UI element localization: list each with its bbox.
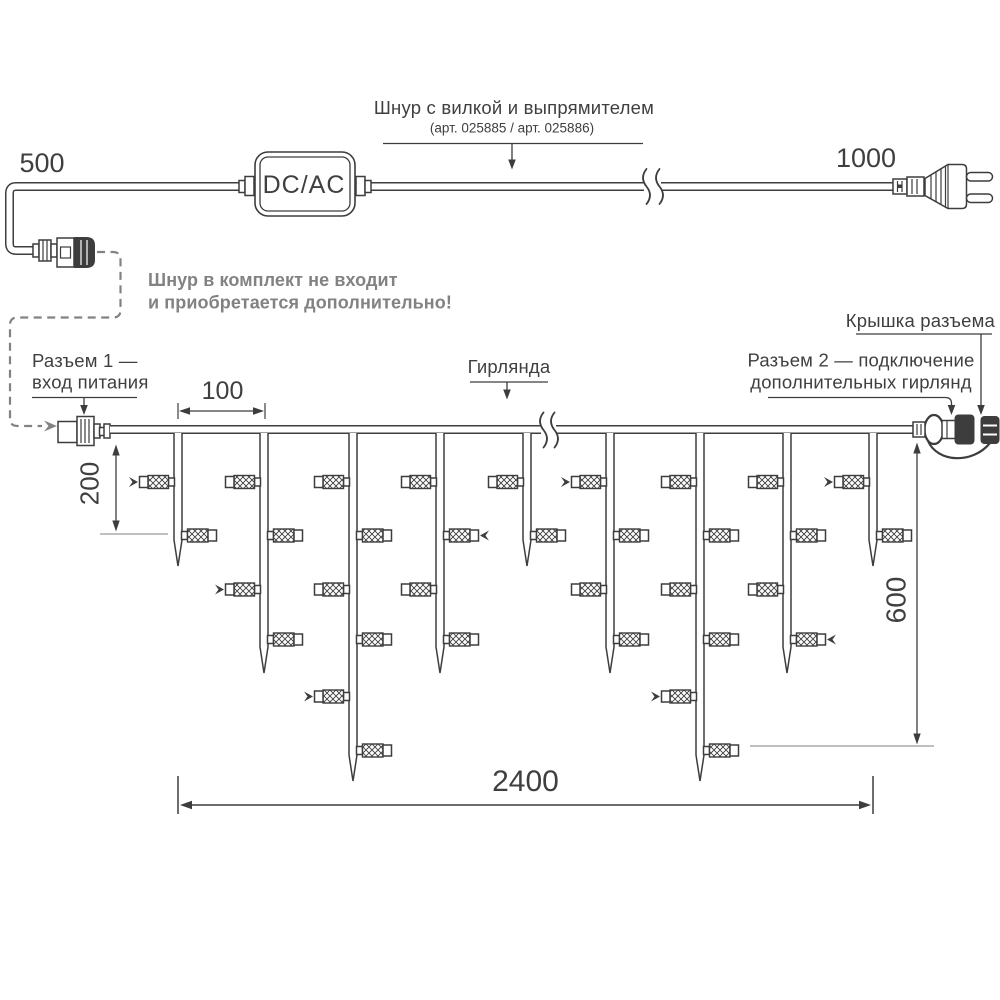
lamp-socket bbox=[255, 478, 261, 486]
lamp-cap bbox=[383, 530, 392, 541]
lamp-socket bbox=[255, 586, 261, 594]
connector1-label-line1: Разъем 1 — bbox=[32, 350, 138, 371]
lamp-bulb bbox=[710, 529, 731, 542]
connector2-label-line1: Разъем 2 — подключение bbox=[747, 349, 975, 371]
lamp-socket bbox=[691, 586, 697, 594]
lamp-bulb bbox=[234, 583, 255, 596]
garland-label: Гирлянда bbox=[467, 356, 551, 377]
lamp-direction-arrow-icon bbox=[215, 585, 224, 595]
lamp-cap bbox=[572, 477, 581, 488]
lamp-cap bbox=[226, 477, 235, 488]
lamp-bulb bbox=[274, 633, 295, 646]
dashed-arrow-icon bbox=[44, 421, 57, 432]
garland-break-icon bbox=[540, 413, 558, 448]
lamp-cap bbox=[835, 477, 844, 488]
lamp-bulb bbox=[620, 633, 641, 646]
lamp-socket bbox=[344, 586, 350, 594]
lamp-socket bbox=[778, 586, 784, 594]
lamp-bulb bbox=[670, 476, 691, 489]
lamp-socket bbox=[864, 478, 870, 486]
lamp-direction-arrow-icon bbox=[480, 531, 489, 541]
dim-2400 bbox=[178, 765, 873, 814]
dim-100 bbox=[178, 377, 265, 419]
lamp-bulb bbox=[450, 529, 471, 542]
lamp-bulb bbox=[410, 583, 431, 596]
connector2-plug bbox=[955, 415, 975, 445]
dcac-label: DC/AC bbox=[262, 171, 346, 199]
lamp-socket bbox=[357, 636, 363, 644]
lamp-bulb bbox=[450, 633, 471, 646]
lamp-bulb bbox=[883, 529, 904, 542]
connector1-pointer bbox=[32, 398, 137, 416]
lamp-cap bbox=[383, 634, 392, 645]
lamp-socket bbox=[614, 532, 620, 540]
lamp-direction-arrow-icon bbox=[824, 477, 833, 487]
lamp-socket bbox=[357, 532, 363, 540]
lamp-bulb bbox=[274, 529, 295, 542]
plug-prong-icon bbox=[967, 194, 993, 203]
garland-drop bbox=[523, 433, 531, 566]
lamp-socket bbox=[704, 532, 710, 540]
cord-articles: (арт. 025885 / арт. 025886) bbox=[429, 120, 595, 136]
connector2-group bbox=[913, 415, 1000, 459]
lamp-cap bbox=[817, 634, 826, 645]
lamp-cap bbox=[749, 477, 758, 488]
lamp-bulb bbox=[757, 583, 778, 596]
lamp-cap bbox=[402, 584, 411, 595]
lamp-bulb bbox=[148, 476, 169, 489]
lamp-socket bbox=[791, 636, 797, 644]
lamp-cap bbox=[730, 634, 739, 645]
lamp-socket bbox=[691, 478, 697, 486]
lamp-bulb bbox=[323, 690, 344, 703]
lamp-direction-arrow-icon bbox=[304, 692, 313, 702]
lamp-socket bbox=[431, 478, 437, 486]
plug-prong-icon bbox=[967, 173, 993, 182]
lamp-bulb bbox=[843, 476, 864, 489]
lamp-bulb bbox=[620, 529, 641, 542]
lamp-bulb bbox=[363, 633, 384, 646]
lamp-cap bbox=[315, 691, 324, 702]
lamp-cap bbox=[489, 477, 498, 488]
dcac-converter-box bbox=[239, 152, 371, 216]
lamp-socket bbox=[614, 636, 620, 644]
lamp-bulb bbox=[670, 583, 691, 596]
lamp-socket bbox=[704, 636, 710, 644]
lamp-cap bbox=[572, 584, 581, 595]
lamp-bulb bbox=[580, 583, 601, 596]
cable-coil bbox=[925, 415, 944, 444]
lamp-socket bbox=[601, 478, 607, 486]
lamp-cap bbox=[557, 530, 566, 541]
lamp-socket bbox=[531, 532, 537, 540]
lamp-socket bbox=[357, 747, 363, 755]
lamp-socket bbox=[704, 747, 710, 755]
power-plug bbox=[893, 165, 993, 209]
lamp-direction-arrow-icon bbox=[561, 477, 570, 487]
lamp-socket bbox=[169, 478, 175, 486]
not-included-note-line2: и приобретается дополнительно! bbox=[148, 292, 452, 313]
lamp-cap bbox=[140, 477, 149, 488]
lamp-socket bbox=[518, 478, 524, 486]
lamp-bulb bbox=[363, 744, 384, 757]
lamp-socket bbox=[431, 586, 437, 594]
lamp-bulb bbox=[188, 529, 209, 542]
lamp-bulb bbox=[497, 476, 518, 489]
lamp-bulb bbox=[797, 633, 818, 646]
lamp-cap bbox=[662, 477, 671, 488]
lamp-cap bbox=[315, 584, 324, 595]
cord-pointer bbox=[383, 144, 643, 170]
lamp-cap bbox=[817, 530, 826, 541]
dim-2400-value: 2400 bbox=[492, 765, 559, 798]
lamp-cap bbox=[730, 530, 739, 541]
lamp-direction-arrow-icon bbox=[827, 635, 836, 645]
lamp-cap bbox=[294, 634, 303, 645]
lamp-cap bbox=[402, 477, 411, 488]
lamp-cap bbox=[903, 530, 912, 541]
lamp-socket bbox=[791, 532, 797, 540]
connector2-label-line2: дополнительных гирлянд bbox=[750, 371, 972, 393]
lamp-cap bbox=[749, 584, 758, 595]
lamp-cap bbox=[640, 530, 649, 541]
lamp-bulb bbox=[234, 476, 255, 489]
lamp-bulb bbox=[710, 744, 731, 757]
not-included-dashed-path bbox=[10, 252, 121, 426]
cord-break-icon bbox=[643, 169, 663, 204]
lamp-socket bbox=[344, 478, 350, 486]
lamp-socket bbox=[691, 693, 697, 701]
lamp-cap bbox=[662, 691, 671, 702]
lamp-cap bbox=[226, 584, 235, 595]
connector1-group bbox=[58, 417, 110, 446]
lamp-socket bbox=[778, 478, 784, 486]
cord-length-1000: 1000 bbox=[835, 143, 897, 173]
lamp-direction-arrow-icon bbox=[651, 692, 660, 702]
cap-label: Крышка разъема bbox=[845, 310, 995, 331]
dim-200-value: 200 bbox=[74, 461, 105, 506]
dim-200 bbox=[74, 445, 168, 535]
not-included-note-line1: Шнур в комплект не входит bbox=[148, 270, 398, 290]
lamp-cap bbox=[662, 584, 671, 595]
lamp-cap bbox=[470, 634, 479, 645]
connector1-label-line2: вход питания bbox=[32, 371, 149, 393]
lamp-socket bbox=[268, 532, 274, 540]
lamp-socket bbox=[877, 532, 883, 540]
drops-layer bbox=[129, 433, 912, 781]
lamp-bulb bbox=[710, 633, 731, 646]
lamp-cap bbox=[208, 530, 217, 541]
lamp-socket bbox=[344, 693, 350, 701]
lamp-socket bbox=[268, 636, 274, 644]
lamp-cap bbox=[315, 477, 324, 488]
garland-pointer bbox=[470, 382, 548, 400]
lamp-cap bbox=[730, 745, 739, 756]
lamp-socket bbox=[444, 532, 450, 540]
dim-600-value: 600 bbox=[880, 576, 912, 624]
lamp-direction-arrow-icon bbox=[129, 477, 138, 487]
garland-drop bbox=[869, 433, 877, 566]
lamp-bulb bbox=[537, 529, 558, 542]
connector2-pointer bbox=[768, 398, 955, 416]
lamp-bulb bbox=[670, 690, 691, 703]
lamp-bulb bbox=[580, 476, 601, 489]
lamp-socket bbox=[444, 636, 450, 644]
garland-drop bbox=[174, 433, 182, 566]
cord-length-500: 500 bbox=[19, 148, 65, 178]
lamp-bulb bbox=[797, 529, 818, 542]
cord-title: Шнур с вилкой и выпрямителем bbox=[373, 97, 655, 118]
lamp-cap bbox=[294, 530, 303, 541]
lamp-bulb bbox=[410, 476, 431, 489]
lamp-bulb bbox=[757, 476, 778, 489]
connector-cap bbox=[981, 416, 1000, 444]
dim-100-value: 100 bbox=[201, 377, 244, 405]
spare-cord-connector bbox=[33, 237, 95, 268]
lamp-bulb bbox=[323, 476, 344, 489]
lamp-socket bbox=[182, 532, 188, 540]
lamp-socket bbox=[601, 586, 607, 594]
lamp-bulb bbox=[363, 529, 384, 542]
power-cord-wire bbox=[10, 187, 894, 251]
lamp-cap bbox=[640, 634, 649, 645]
lamp-cap bbox=[383, 745, 392, 756]
lamp-bulb bbox=[323, 583, 344, 596]
lamp-cap bbox=[470, 530, 479, 541]
